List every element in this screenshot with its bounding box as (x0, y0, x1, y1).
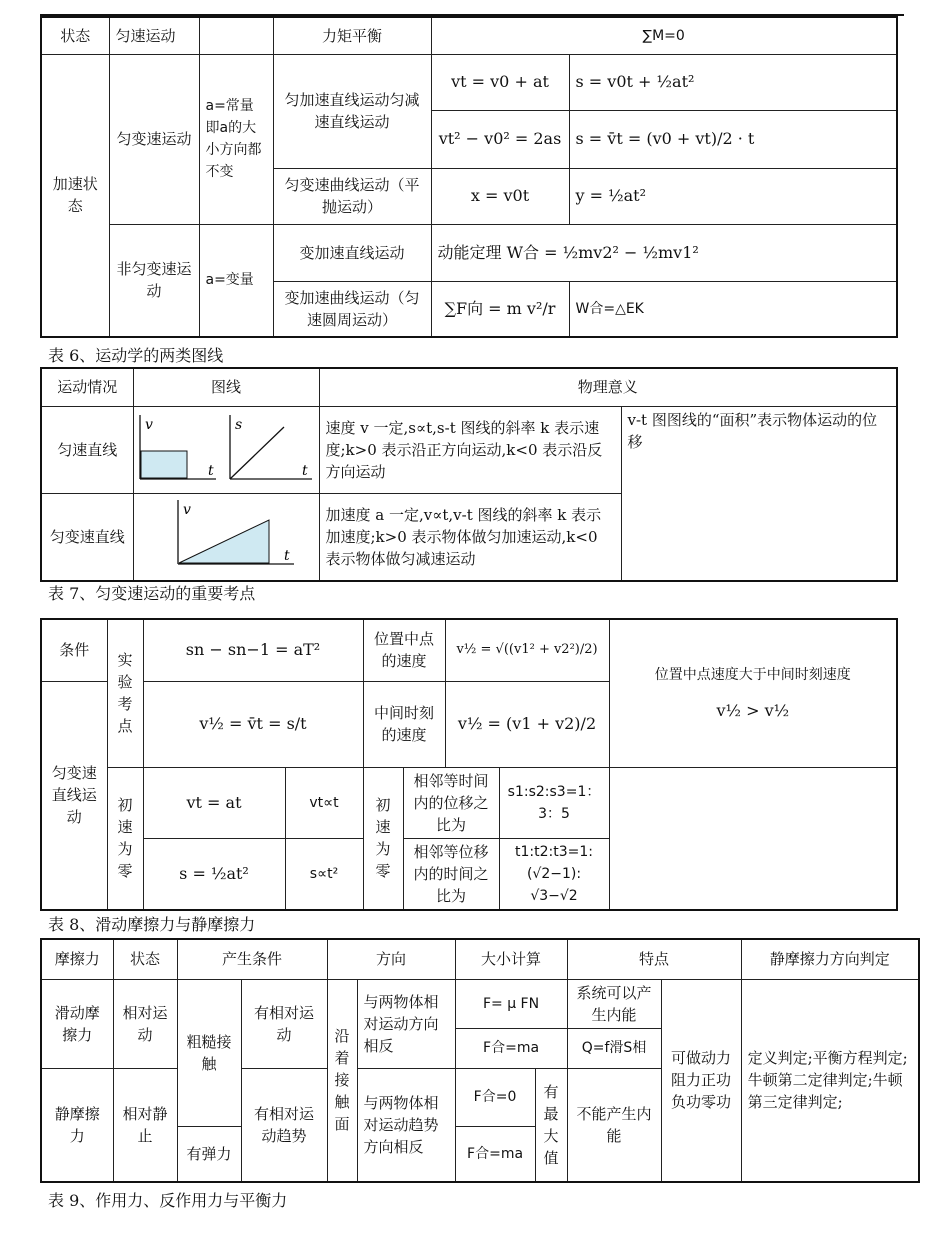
s-line (230, 427, 284, 479)
var-curve: 变加速曲线运动（匀速圆周运动） (273, 281, 431, 337)
no-heat: 不能产生内能 (567, 1068, 661, 1182)
note-text: 位置中点速度大于中间时刻速度 (654, 667, 851, 684)
accel-graph (134, 494, 318, 574)
graph-uniform (133, 406, 319, 493)
uniform-graphs (134, 407, 318, 487)
formula-fma1: F合=ma (455, 1028, 567, 1068)
accel-state: 加速状态 (41, 54, 109, 337)
hdr-uniform: 匀速运动 (109, 17, 199, 54)
caption-6: 表 6、运动学的两类图线 (48, 346, 224, 365)
caption-9: 表 9、作用力、反作用力与平衡力 (48, 1191, 288, 1210)
caption-8: 表 8、滑动摩擦力与静摩擦力 (48, 915, 256, 934)
hdr-meaning: 物理意义 (319, 368, 897, 406)
hdr-friction: 摩擦力 (41, 939, 113, 979)
var-linear: 变加速直线运动 (273, 224, 431, 281)
hdr-empty (199, 17, 273, 54)
formula-sn: sn − sn−1 = aT² (143, 619, 363, 681)
pos-mid: 位置中点的速度 (363, 619, 445, 681)
a-triangle (179, 520, 269, 563)
formula-s-half: s = ½at² (143, 838, 285, 910)
rough: 粗糙接触 (177, 979, 241, 1126)
graph-accel (133, 493, 319, 581)
curve-motion: 匀变速曲线运动（平抛运动） (273, 168, 431, 224)
ratio-s: s1:s2:s3=1：3：5 (499, 767, 609, 838)
max-value: 有最大值 (535, 1068, 567, 1182)
formula-fma2: F合=ma (455, 1126, 535, 1182)
non-uniform: 非匀变速运动 (109, 224, 199, 337)
row-uniform-accel: 匀变速直线 (41, 493, 133, 581)
rel-move: 相对运动 (113, 979, 177, 1068)
formula-avg-v: v½ = v̄t = s/t (143, 681, 363, 767)
formula-s-prop: s∝t² (285, 838, 363, 910)
formula-vt-prop: vt∝t (285, 767, 363, 838)
graph-table (40, 367, 898, 582)
hdr-judge: 静摩擦力方向判定 (741, 939, 919, 979)
uniform-change: 匀变速运动 (109, 54, 199, 224)
formula-x: x = v0t (431, 168, 569, 224)
formula-s: s = v0t + ½at² (569, 54, 897, 110)
ratio-t: t1:t2:t3=1:(√2−1): √3−√2 (499, 838, 609, 910)
formula-vt: vt = v0 + at (431, 54, 569, 110)
formula-pos-mid: v½ = √((v1² + v2²)/2) (445, 619, 609, 681)
along-surface: 沿着接触面 (327, 979, 357, 1182)
hdr-calc: 大小计算 (455, 939, 567, 979)
init-zero-1: 初速为零 (107, 767, 143, 910)
caption-7: 表 7、匀变速运动的重要考点 (48, 584, 256, 603)
trend: 有相对运动趋势 (241, 1068, 327, 1182)
hdr-motion: 运动情况 (41, 368, 133, 406)
cond: 条件 (41, 619, 107, 681)
uniform-accel-state: 匀变速直线运动 (41, 681, 107, 910)
static: 静摩擦力 (41, 1068, 113, 1182)
sliding: 滑动摩擦力 (41, 979, 113, 1068)
formula-s-avg: s = v̄t = (v0 + vt)/2 · t (569, 110, 897, 168)
a-const: a=常量即a的大小方向都不变 (199, 54, 273, 224)
rel-motion-cond: 有相对运动 (241, 979, 327, 1068)
note-formula: v½ > v½ (716, 701, 790, 721)
accel-meaning: 加速度 a 一定,v∝t,v-t 图线的斜率 k 表示加速度;k>0 表示物体做匀加速运动,k<0 表示物体做匀减速运动 (319, 493, 621, 581)
formula-work: 动能定理 W合 = ½mv2² − ½mv1² (431, 224, 897, 281)
label-s: s (235, 416, 243, 433)
formula-y: y = ½at² (569, 168, 897, 224)
kinematics-table (40, 16, 898, 338)
hdr-state2: 状态 (113, 939, 177, 979)
dir-opposite: 与两物体相对运动方向相反 (357, 979, 455, 1068)
mid-note (609, 619, 897, 767)
work-types: 可做动力阻力正功负功零功 (661, 979, 741, 1182)
v-rect (141, 451, 187, 478)
time-mid: 中间时刻的速度 (363, 681, 445, 767)
hdr-cond: 产生条件 (177, 939, 327, 979)
linear-motion: 匀加速直线运动匀减速直线运动 (273, 54, 431, 168)
formula-q: Q=f滑S相 (567, 1028, 661, 1068)
label-v2: v (183, 501, 191, 518)
judge-methods: 定义判定;平衡方程判定;牛顿第二定律判定;牛顿第三定律判定; (741, 979, 919, 1182)
row-uniform: 匀速直线 (41, 406, 133, 493)
formula-vt-at: vt = at (143, 767, 285, 838)
area-meaning: v-t 图图线的“面积”表示物体运动的位移 (621, 406, 897, 581)
label-t: t (208, 462, 214, 479)
formula-w-ek: W合=△EK (569, 281, 897, 337)
hdr-feature: 特点 (567, 939, 741, 979)
elastic: 有弹力 (177, 1126, 241, 1182)
label-v: v (145, 416, 153, 433)
formula-centripetal: ∑F向 = m v²/r (431, 281, 569, 337)
label-t3: t (284, 547, 290, 564)
friction-table (40, 938, 920, 1183)
rel-static: 相对静止 (113, 1068, 177, 1182)
init-zero-2: 初速为零 (363, 767, 403, 910)
hdr-state: 状态 (41, 17, 109, 54)
adj-time: 相邻等时间内的位移之比为 (403, 767, 499, 838)
formula-fn: F= μ FN (455, 979, 567, 1028)
key-points-table (40, 618, 898, 911)
hdr-torque: 力矩平衡 (273, 17, 431, 54)
formula-f0: F合=0 (455, 1068, 535, 1126)
adj-disp: 相邻等位移内的时间之比为 (403, 838, 499, 910)
formula-v2: vt² − v0² = 2as (431, 110, 569, 168)
exp-point: 实验考点 (107, 619, 143, 767)
dir-trend: 与两物体相对运动趋势方向相反 (357, 1068, 455, 1182)
a-var: a=变量 (199, 224, 273, 337)
hdr-graph: 图线 (133, 368, 319, 406)
uniform-meaning: 速度 v 一定,s∝t,s-t 图线的斜率 k 表示速度;k>0 表示沿正方向运动,k<0 表示沿反方向运动 (319, 406, 621, 493)
sys-heat: 系统可以产生内能 (567, 979, 661, 1028)
hdr-sum-m: ∑M=0 (431, 17, 897, 54)
formula-time-mid: v½ = (v1 + v2)/2 (445, 681, 609, 767)
label-t2: t (302, 462, 308, 479)
hdr-dir: 方向 (327, 939, 455, 979)
